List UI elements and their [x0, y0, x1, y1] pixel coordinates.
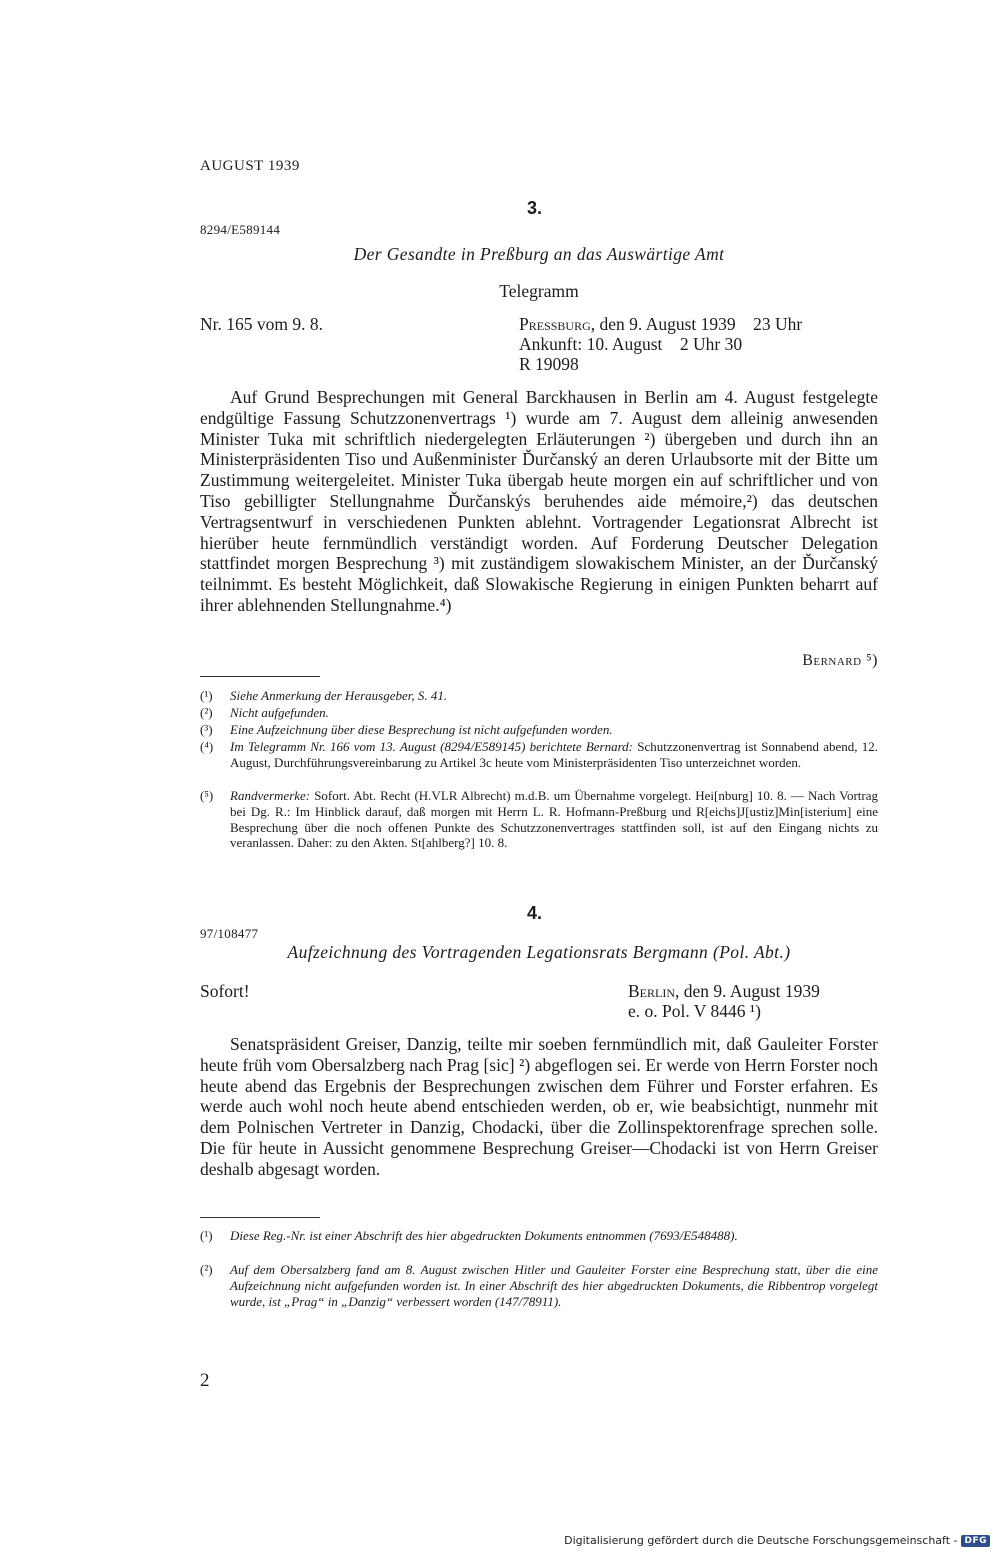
dfg-logo-icon: DFG: [961, 1535, 990, 1547]
body-paragraph-4: Senatspräsident Greiser, Danzig, teilte mir soeben fernmündlich mit, daß Gauleiter Forster heute früh vom Obersalzberg nach Prag [sic] ²) abgeflogen sei. Er werde von Herrn Forster noch heute abend das Ergebnis der Besprechungen zwischen dem Führer und Forster erfahren. Es werde auch wohl noch heute abend entschieden werden, ob er, wie beabsichtigt, nunmehr mit dem Polnischen Vertreter in Danzig, Chodacki, über die Zollinspektorenfrage sprechen solle. Die für heute in Aussicht genommene Besprechung Greiser—Chodacki ist von Herrn Greiser deshalb abgesagt worden.: [200, 1034, 878, 1179]
footnote-item: (¹) Diese Reg.-Nr. ist einer Abschrift des hier abgedruckten Dokuments entnommen (7693/E548488).: [200, 1228, 738, 1243]
document-heading-4: Aufzeichnung des Vortragenden Legationsrats Bergmann (Pol. Abt.): [287, 942, 791, 962]
running-head: AUGUST 1939: [200, 158, 300, 174]
film-number-4: 97/108477: [200, 926, 259, 941]
registry-number-3: R 19098: [519, 354, 579, 374]
footnote-item: (²) Nicht aufgefunden.: [200, 705, 329, 720]
footnote-item: (³) Eine Aufzeichnung über diese Besprechung ist nicht aufgefunden worden.: [200, 722, 613, 737]
footnote-item: (⁵) Randvermerke: Sofort. Abt. Recht (H.VLR Albrecht) m.d.B. um Übernahme vorgelegt. Hei[nburg] 10. 8. — Nach Vortrag bei Dg. R.: Im Hinblick darauf, daß morgen mit Herrn L. R. Hofmann-Preßburg und R[eichs]J[ustiz]Min[isterium] eine Besprechung über die noch offenen Punkte des Schutzzonenvertrages stattfinden soll, ist auf den Eingang nichts zu veranlassen. Daher: zu den Akten. St[ahlberg?] 10. 8.: [200, 788, 878, 851]
page-number: 2: [200, 1370, 210, 1391]
registry-number-4: e. o. Pol. V 8446 ¹): [628, 1001, 761, 1021]
telegram-reference: Nr. 165 vom 9. 8.: [200, 314, 323, 334]
dateline-date: , den 9. August 1939: [675, 981, 820, 1001]
document-number-3: 3.: [527, 198, 543, 218]
dateline-4: [628, 981, 820, 1001]
signature: Bernard ⁵): [802, 652, 878, 669]
document-heading-3: Der Gesandte in Preßburg an das Auswärtige Amt: [353, 244, 725, 264]
urgency-mark: Sofort!: [200, 981, 250, 1001]
dateline-3: [519, 314, 802, 334]
footnote-item: (¹) Siehe Anmerkung der Herausgeber, S. 41.: [200, 688, 448, 703]
document-number-4: 4.: [527, 903, 543, 923]
dateline-place: Berlin: [628, 981, 675, 1001]
arrival-line: Ankunft: 10. August 2 Uhr 30: [519, 334, 743, 354]
dateline-place: Pressburg: [519, 314, 591, 334]
dateline-date: , den 9. August 1939 23 Uhr: [590, 314, 803, 334]
film-number-3: 8294/E589144: [200, 222, 281, 237]
footnote-rule-3: [200, 676, 320, 677]
document-type: Telegramm: [499, 281, 579, 301]
footnote-item: (⁴) Im Telegramm Nr. 166 vom 13. August (8294/E589145) berichtete Bernard: Schutzzonenvertrag ist Sonnabend abend, 12. August, Durchführungsvereinbarung zu Artikel 3c heute vom Ministerpräsidenten Tiso unterzeichnet worden.: [200, 739, 878, 770]
body-paragraph-3: Auf Grund Besprechungen mit General Barckhausen in Berlin am 4. August festgelegte endgültige Fassung Schutzzonenvertrags ¹) wurde am 7. August dem alleinig anwesenden Minister Tuka mit schriftlich niedergelegten Erläuterungen ²) übergeben und durch ihn an Ministerpräsidenten Tiso und Außenminister Ďurčanský an deren Urlaubsorte mit der Bitte um Zustimmung weitergeleitet. Minister Tuka übergab heute morgen ein auf schriftlicher und von Tiso gebilligter Stellungnahme Ďurčanskýs beruhendes aide mémoire,²) das deutschen Vertragsentwurf in verschiedenen Punkten ablehnt. Vortragender Legationsrat Albrecht ist hierüber heute fernmündlich verständigt worden. Auf Forderung Deutscher Delegation stattfindet morgen Besprechung ³) mit zuständigem slowakischem Minister, an der Ďurčanský teilnimmt. Es besteht Möglichkeit, daß Slowakische Regierung in einigen Punkten beharrt auf ihrer ablehnenden Stellungnahme.⁴): [200, 387, 878, 615]
footnote-item: (²) Auf dem Obersalzberg fand am 8. August zwischen Hitler und Gauleiter Forster eine Besprechung statt, über die eine Aufzeichnung nicht aufgefunden worden ist. In einer Abschrift des hier abgedruckten Dokuments, die Ribbentrop vorgelegt wurde, ist „Prag“ in „Danzig“ verbessert worden (147/78911).: [200, 1262, 878, 1309]
digitization-footer: [564, 1534, 990, 1547]
footnote-rule-4: [200, 1217, 320, 1218]
footer-text: Digitalisierung gefördert durch die Deutsche Forschungsgemeinschaft -: [564, 1534, 958, 1547]
